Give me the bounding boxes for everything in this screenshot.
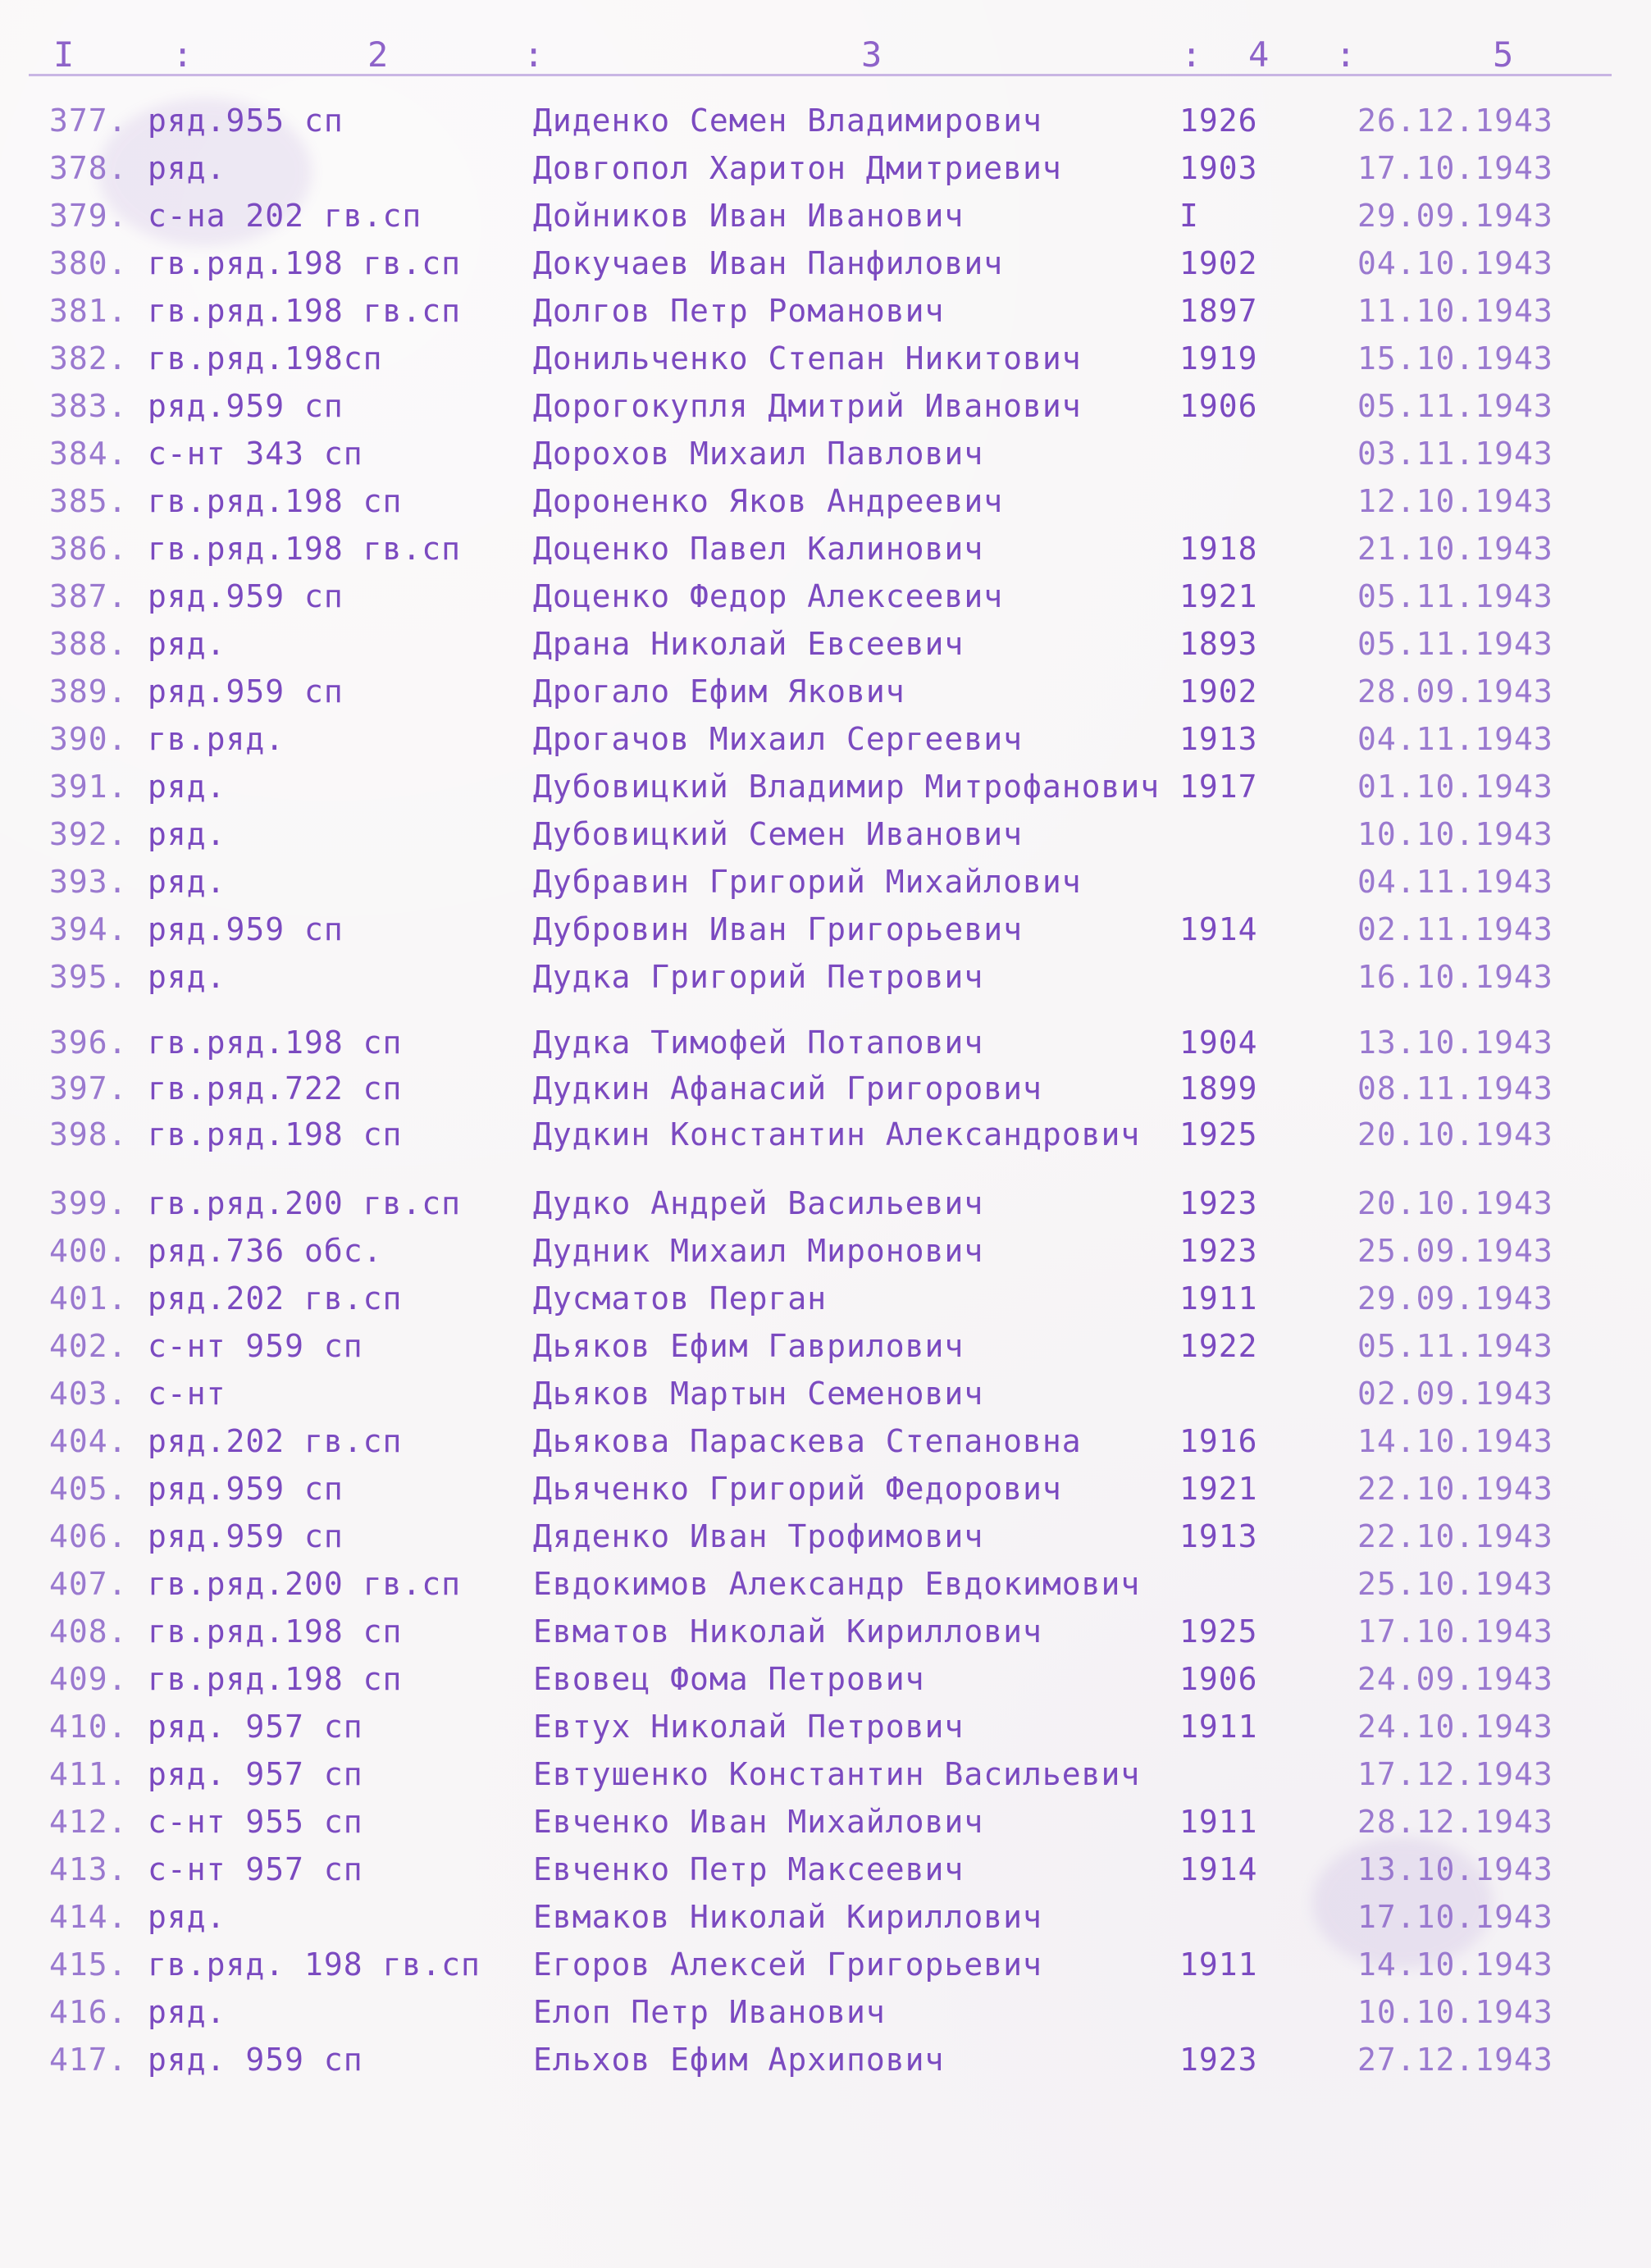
row-number: 403.	[49, 1376, 128, 1412]
birth-year: I	[1179, 198, 1199, 234]
rank-unit: ряд.	[148, 816, 226, 852]
death-date: 11.10.1943	[1357, 293, 1553, 329]
birth-year: 1903	[1179, 150, 1258, 186]
death-date: 29.09.1943	[1357, 198, 1553, 234]
person-name: Евтух Николай Петрович	[533, 1709, 965, 1745]
table-row	[0, 1704, 1651, 1749]
header-col-5: 5	[1493, 34, 1516, 75]
person-name: Дудко Андрей Васильевич	[533, 1185, 984, 1221]
rank-unit: ряд.	[148, 1994, 226, 2030]
birth-year: 1902	[1179, 245, 1258, 281]
death-date: 25.09.1943	[1357, 1233, 1553, 1269]
person-name: Евченко Иван Михайлович	[533, 1804, 984, 1840]
person-name: Дудкин Константин Александрович	[533, 1116, 1141, 1152]
table-row	[0, 717, 1651, 761]
table-row	[0, 1020, 1651, 1065]
birth-year: 1913	[1179, 721, 1258, 757]
row-number: 401.	[49, 1280, 128, 1317]
rank-unit: с-нт 343 сп	[148, 436, 363, 472]
table-row	[0, 1371, 1651, 1416]
death-date: 03.11.1943	[1357, 436, 1553, 472]
table-row	[0, 98, 1651, 143]
death-date: 25.10.1943	[1357, 1566, 1553, 1602]
birth-year: 1906	[1179, 388, 1258, 424]
rank-unit: ряд.959 сп	[148, 911, 344, 947]
person-name: Евтушенко Константин Васильевич	[533, 1756, 1141, 1792]
person-name: Евдокимов Александр Евдокимович	[533, 1566, 1141, 1602]
person-name: Евовец Фома Петрович	[533, 1661, 925, 1697]
rank-unit: ряд.736 обс.	[148, 1233, 383, 1269]
person-name: Дубовицкий Семен Иванович	[533, 816, 1023, 852]
table-row	[0, 1895, 1651, 1939]
person-name: Дудка Тимофей Потапович	[533, 1024, 984, 1061]
birth-year: 1902	[1179, 673, 1258, 710]
death-date: 10.10.1943	[1357, 1994, 1553, 2030]
row-number: 408.	[49, 1613, 128, 1650]
person-name: Докучаев Иван Панфилович	[533, 245, 1004, 281]
table-row	[0, 907, 1651, 951]
death-date: 29.09.1943	[1357, 1280, 1553, 1317]
row-number: 389.	[49, 673, 128, 710]
row-number: 394.	[49, 911, 128, 947]
table-row	[0, 955, 1651, 999]
header-col-2: 2	[367, 34, 390, 75]
death-date: 05.11.1943	[1357, 626, 1553, 662]
rank-unit: гв.ряд.198 гв.сп	[148, 245, 462, 281]
row-number: 402.	[49, 1328, 128, 1364]
table-row	[0, 146, 1651, 190]
person-name: Елоп Петр Иванович	[533, 1994, 886, 2030]
row-number: 388.	[49, 626, 128, 662]
rank-unit: ряд.202 гв.сп	[148, 1280, 403, 1317]
rank-unit: гв.ряд.198 сп	[148, 1613, 403, 1650]
birth-year: 1917	[1179, 769, 1258, 805]
rank-unit: с-нт 959 сп	[148, 1328, 363, 1364]
row-number: 377.	[49, 103, 128, 139]
row-number: 384.	[49, 436, 128, 472]
table-row	[0, 1324, 1651, 1368]
person-name: Евматов Николай Кириллович	[533, 1613, 1042, 1650]
rank-unit: с-нт 957 сп	[148, 1851, 363, 1887]
birth-year: 1925	[1179, 1116, 1258, 1152]
row-number: 383.	[49, 388, 128, 424]
row-number: 415.	[49, 1946, 128, 1983]
row-number: 406.	[49, 1518, 128, 1554]
birth-year: 1914	[1179, 1851, 1258, 1887]
birth-year: 1911	[1179, 1804, 1258, 1840]
person-name: Ельхов Ефим Архипович	[533, 2042, 945, 2078]
rank-unit: гв.ряд.198 сп	[148, 1116, 403, 1152]
header-separator: :	[172, 34, 195, 75]
person-name: Диденко Семен Владимирович	[533, 103, 1042, 139]
person-name: Дойников Иван Иванович	[533, 198, 965, 234]
rank-unit: с-нт	[148, 1376, 226, 1412]
birth-year: 1922	[1179, 1328, 1258, 1364]
rank-unit: гв.ряд.198 сп	[148, 1661, 403, 1697]
death-date: 08.11.1943	[1357, 1070, 1553, 1107]
death-date: 27.12.1943	[1357, 2042, 1553, 2078]
death-date: 04.11.1943	[1357, 721, 1553, 757]
person-name: Дьяков Ефим Гаврилович	[533, 1328, 965, 1364]
header-col-4: 4	[1248, 34, 1271, 75]
birth-year: 1904	[1179, 1024, 1258, 1061]
death-date: 02.09.1943	[1357, 1376, 1553, 1412]
person-name: Донильченко Степан Никитович	[533, 340, 1082, 376]
birth-year: 1906	[1179, 1661, 1258, 1697]
row-number: 409.	[49, 1661, 128, 1697]
death-date: 22.10.1943	[1357, 1518, 1553, 1554]
person-name: Дьякова Параскева Степановна	[533, 1423, 1082, 1459]
row-number: 398.	[49, 1116, 128, 1152]
table-row	[0, 1229, 1651, 1273]
person-name: Дудкин Афанасий Григорович	[533, 1070, 1042, 1107]
death-date: 13.10.1943	[1357, 1851, 1553, 1887]
person-name: Егоров Алексей Григорьевич	[533, 1946, 1042, 1983]
death-date: 02.11.1943	[1357, 911, 1553, 947]
death-date: 15.10.1943	[1357, 340, 1553, 376]
row-number: 410.	[49, 1709, 128, 1745]
person-name: Евмаков Николай Кириллович	[533, 1899, 1042, 1935]
birth-year: 1923	[1179, 1185, 1258, 1221]
table-row	[0, 1609, 1651, 1654]
header-col-1: I	[53, 34, 76, 75]
death-date: 12.10.1943	[1357, 483, 1553, 519]
death-date: 16.10.1943	[1357, 959, 1553, 995]
birth-year: 1921	[1179, 1471, 1258, 1507]
death-date: 21.10.1943	[1357, 531, 1553, 567]
table-row	[0, 669, 1651, 714]
row-number: 385.	[49, 483, 128, 519]
birth-year: 1914	[1179, 911, 1258, 947]
person-name: Дьяченко Григорий Федорович	[533, 1471, 1062, 1507]
death-date: 14.10.1943	[1357, 1423, 1553, 1459]
row-number: 417.	[49, 2042, 128, 2078]
person-name: Дудник Михаил Миронович	[533, 1233, 984, 1269]
rank-unit: гв.ряд.198 гв.сп	[148, 531, 462, 567]
table-row	[0, 194, 1651, 238]
table-row	[0, 479, 1651, 523]
rank-unit: гв.ряд.200 гв.сп	[148, 1566, 462, 1602]
row-number: 380.	[49, 245, 128, 281]
rank-unit: гв.ряд.198сп	[148, 340, 383, 376]
table-row	[0, 1181, 1651, 1225]
rank-unit: ряд.	[148, 769, 226, 805]
table-row	[0, 1562, 1651, 1606]
birth-year: 1913	[1179, 1518, 1258, 1554]
table-row	[0, 2038, 1651, 2082]
rank-unit: гв.ряд.198 сп	[148, 1024, 403, 1061]
table-row	[0, 812, 1651, 856]
death-date: 05.11.1943	[1357, 388, 1553, 424]
rank-unit: ряд.	[148, 959, 226, 995]
row-number: 414.	[49, 1899, 128, 1935]
birth-year: 1899	[1179, 1070, 1258, 1107]
row-number: 381.	[49, 293, 128, 329]
person-name: Долгов Петр Романович	[533, 293, 945, 329]
table-row	[0, 1657, 1651, 1701]
person-name: Дубовицкий Владимир Митрофанович	[533, 769, 1161, 805]
row-number: 391.	[49, 769, 128, 805]
person-name: Дубравин Григорий Михайлович	[533, 864, 1082, 900]
birth-year: 1911	[1179, 1946, 1258, 1983]
row-number: 407.	[49, 1566, 128, 1602]
row-number: 413.	[49, 1851, 128, 1887]
death-date: 14.10.1943	[1357, 1946, 1553, 1983]
rank-unit: ряд.	[148, 864, 226, 900]
birth-year: 1923	[1179, 2042, 1258, 2078]
table-row	[0, 622, 1651, 666]
row-number: 411.	[49, 1756, 128, 1792]
table-row	[0, 764, 1651, 809]
row-number: 393.	[49, 864, 128, 900]
person-name: Довгопол Харитон Дмитриевич	[533, 150, 1062, 186]
row-number: 416.	[49, 1994, 128, 2030]
death-date: 26.12.1943	[1357, 103, 1553, 139]
row-number: 397.	[49, 1070, 128, 1107]
row-number: 399.	[49, 1185, 128, 1221]
death-date: 20.10.1943	[1357, 1185, 1553, 1221]
row-number: 379.	[49, 198, 128, 234]
death-date: 17.10.1943	[1357, 1899, 1553, 1935]
table-row	[0, 1942, 1651, 1987]
rank-unit: ряд.955 сп	[148, 103, 344, 139]
header-col-3: 3	[861, 34, 884, 75]
row-number: 396.	[49, 1024, 128, 1061]
rank-unit: ряд. 957 сп	[148, 1756, 363, 1792]
person-name: Дрогачов Михаил Сергеевич	[533, 721, 1023, 757]
table-row	[0, 1847, 1651, 1892]
death-date: 04.10.1943	[1357, 245, 1553, 281]
person-name: Дрогало Ефим Якович	[533, 673, 905, 710]
table-row	[0, 431, 1651, 476]
rank-unit: гв.ряд.	[148, 721, 285, 757]
table-row	[0, 574, 1651, 618]
rank-unit: гв.ряд.198 сп	[148, 483, 403, 519]
birth-year: 1893	[1179, 626, 1258, 662]
rank-unit: ряд.	[148, 626, 226, 662]
death-date: 17.10.1943	[1357, 150, 1553, 186]
rank-unit: с-на 202 гв.сп	[148, 198, 422, 234]
rank-unit: гв.ряд. 198 гв.сп	[148, 1946, 481, 1983]
person-name: Дяденко Иван Трофимович	[533, 1518, 984, 1554]
person-name: Дудка Григорий Петрович	[533, 959, 984, 995]
rank-unit: ряд.959 сп	[148, 1518, 344, 1554]
person-name: Доценко Павел Калинович	[533, 531, 984, 567]
death-date: 01.10.1943	[1357, 769, 1553, 805]
table-row	[0, 1467, 1651, 1511]
birth-year: 1916	[1179, 1423, 1258, 1459]
rank-unit: гв.ряд.200 гв.сп	[148, 1185, 462, 1221]
rank-unit: гв.ряд.198 гв.сп	[148, 293, 462, 329]
table-row	[0, 384, 1651, 428]
row-number: 390.	[49, 721, 128, 757]
rank-unit: ряд.	[148, 1899, 226, 1935]
table-row	[0, 336, 1651, 381]
table-row	[0, 1514, 1651, 1558]
table-row	[0, 1112, 1651, 1157]
death-date: 05.11.1943	[1357, 1328, 1553, 1364]
death-date: 24.09.1943	[1357, 1661, 1553, 1697]
birth-year: 1923	[1179, 1233, 1258, 1269]
table-row	[0, 289, 1651, 333]
header-separator: :	[1181, 34, 1204, 75]
table-row	[0, 1419, 1651, 1463]
row-number: 378.	[49, 150, 128, 186]
table-row	[0, 1066, 1651, 1111]
death-date: 17.12.1943	[1357, 1756, 1553, 1792]
person-name: Доценко Федор Алексеевич	[533, 578, 1004, 614]
row-number: 386.	[49, 531, 128, 567]
rank-unit: ряд.959 сп	[148, 388, 344, 424]
row-number: 382.	[49, 340, 128, 376]
table-row	[0, 860, 1651, 904]
rank-unit: с-нт 955 сп	[148, 1804, 363, 1840]
birth-year: 1926	[1179, 103, 1258, 139]
death-date: 17.10.1943	[1357, 1613, 1553, 1650]
row-number: 387.	[49, 578, 128, 614]
person-name: Дороненко Яков Андреевич	[533, 483, 1004, 519]
death-date: 13.10.1943	[1357, 1024, 1553, 1061]
person-name: Дьяков Мартын Семенович	[533, 1376, 984, 1412]
rank-unit: ряд.959 сп	[148, 673, 344, 710]
row-number: 405.	[49, 1471, 128, 1507]
death-date: 05.11.1943	[1357, 578, 1553, 614]
death-date: 20.10.1943	[1357, 1116, 1553, 1152]
table-row	[0, 1990, 1651, 2034]
person-name: Драна Николай Евсеевич	[533, 626, 965, 662]
birth-year: 1897	[1179, 293, 1258, 329]
person-name: Дусматов Перган	[533, 1280, 828, 1317]
person-name: Дорогокупля Дмитрий Иванович	[533, 388, 1082, 424]
rank-unit: ряд. 959 сп	[148, 2042, 363, 2078]
header-separator: :	[1335, 34, 1358, 75]
header-separator: :	[523, 34, 546, 75]
person-name: Дубровин Иван Григорьевич	[533, 911, 1023, 947]
row-number: 395.	[49, 959, 128, 995]
death-date: 28.09.1943	[1357, 673, 1553, 710]
death-date: 28.12.1943	[1357, 1804, 1553, 1840]
row-number: 400.	[49, 1233, 128, 1269]
rank-unit: ряд.202 гв.сп	[148, 1423, 403, 1459]
table-row	[0, 1276, 1651, 1321]
person-name: Дорохов Михаил Павлович	[533, 436, 984, 472]
rank-unit: ряд.	[148, 150, 226, 186]
rank-unit: ряд.959 сп	[148, 1471, 344, 1507]
table-row	[0, 527, 1651, 571]
birth-year: 1919	[1179, 340, 1258, 376]
birth-year: 1921	[1179, 578, 1258, 614]
birth-year: 1918	[1179, 531, 1258, 567]
birth-year: 1911	[1179, 1709, 1258, 1745]
table-row	[0, 1800, 1651, 1844]
birth-year: 1925	[1179, 1613, 1258, 1650]
row-number: 412.	[49, 1804, 128, 1840]
rank-unit: ряд.959 сп	[148, 578, 344, 614]
death-date: 24.10.1943	[1357, 1709, 1553, 1745]
rank-unit: ряд. 957 сп	[148, 1709, 363, 1745]
row-number: 392.	[49, 816, 128, 852]
row-number: 404.	[49, 1423, 128, 1459]
death-date: 10.10.1943	[1357, 816, 1553, 852]
person-name: Евченко Петр Максеевич	[533, 1851, 965, 1887]
table-row	[0, 241, 1651, 285]
rank-unit: гв.ряд.722 сп	[148, 1070, 403, 1107]
birth-year: 1911	[1179, 1280, 1258, 1317]
table-row	[0, 1752, 1651, 1796]
death-date: 04.11.1943	[1357, 864, 1553, 900]
death-date: 22.10.1943	[1357, 1471, 1553, 1507]
